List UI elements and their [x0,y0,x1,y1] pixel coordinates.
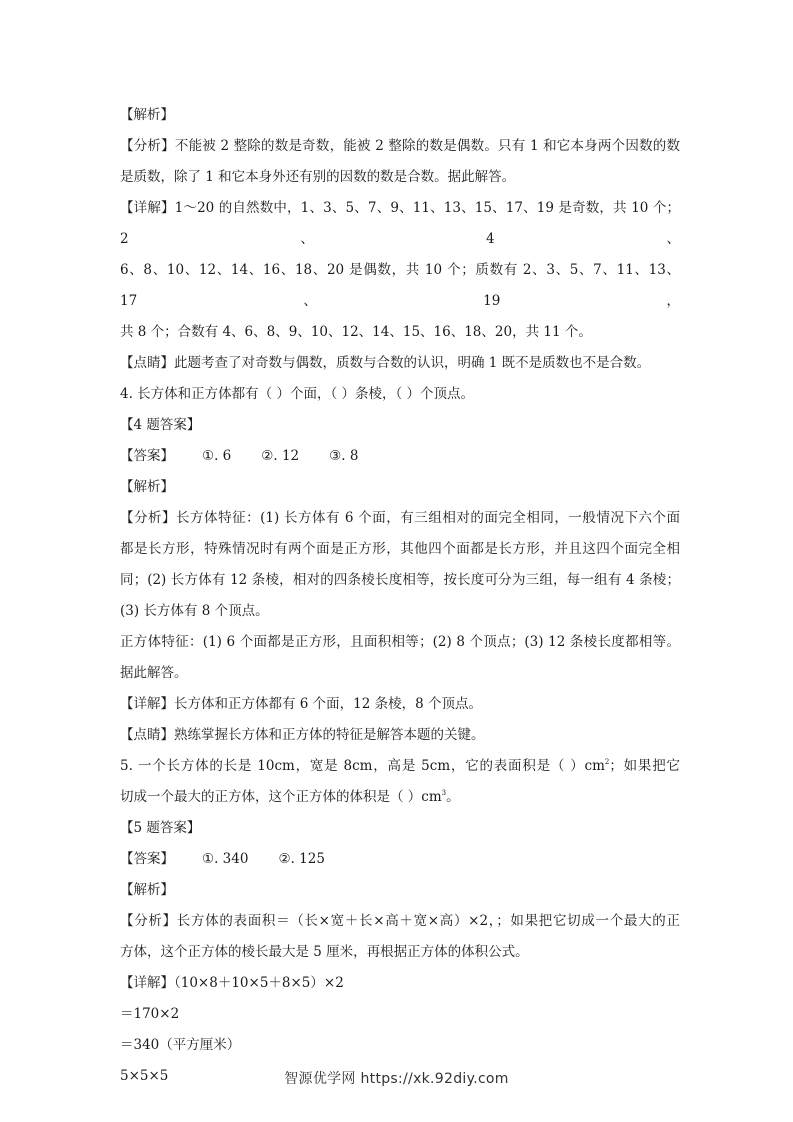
footer-watermark: 智源优学网 https://xk.92diy.com [284,1071,509,1087]
q3-comment: 【点睛】此题考查了对奇数与偶数，质数与合数的认识，明确 1 既不是质数也不是合数。 [120,355,651,371]
q3-detail-line-2: 6、8、10、12、14、16、18、20 是偶数，共 10 个；质数有 2、3、5、7、11、13、17、19， [120,262,680,309]
answer-value-3: ③. 8 [329,448,359,464]
q4-analysis-heading: 【解析】 [120,479,174,495]
q4-analysis-line-2: 都是长方形，特殊情况时有两个面是正方形，其他四个面都是长方形，并且这四个面完全相 [120,541,680,557]
q5-answer-heading: 【5 题答案】 [120,820,201,836]
answer-value-2: ②. 125 [278,851,325,867]
q3-analysis-line-1: 【分析】不能被 2 整除的数是奇数，能被 2 整除的数是偶数。只有 1 和它本身两个因数的数 [120,138,680,154]
q3-analysis-heading: 【解析】 [120,107,174,123]
q3-detail-line-3: 共 8 个；合数有 4、6、8、9、10、12、14、15、16、18、20，共 11 个。 [120,324,592,340]
q4-analysis-line-3: 同；(2) 长方体有 12 条棱，相对的四条棱长度相等，按长度可分为三组，每一组有 4 条棱； [120,572,680,588]
q3-analysis-line-2: 是质数，除了 1 和它本身外还有别的因数的数是合数。据此解答。 [120,169,516,185]
q4-analysis-line-1: 【分析】长方体特征：(1) 长方体有 6 个面，有三组相对的面完全相同，一般情况下六个面 [120,510,680,526]
q3-detail-line-1: 【详解】1～20 的自然数中，1、3、5、7、9、11、13、15、17、19 是奇数，共 10 个；2、4、 [120,200,680,247]
document-body [120,100,680,1092]
q5-detail-line-3: ＝340（平方厘米） [120,1037,241,1053]
q5-analysis-heading: 【解析】 [120,882,174,898]
q4-detail: 【详解】长方体和正方体都有 6 个面，12 条棱，8 个顶点。 [120,696,483,712]
q4-question: 4. 长方体和正方体都有（ ）个面，（ ）条棱，（ ）个顶点。 [120,386,475,402]
q4-comment: 【点睛】熟练掌握长方体和正方体的特征是解答本题的关键。 [120,727,485,743]
answer-label: 【答案】 [120,851,174,867]
q4-analysis-line-4: (3) 长方体有 8 个顶点。 [120,603,269,619]
q5-detail-line-2: ＝170×2 [120,1006,180,1022]
q4-answer-heading: 【4 题答案】 [120,417,201,433]
q5-detail-line-4: 5×5×5 [120,1068,169,1084]
q4-answer-row [120,441,680,472]
q4-cube-features: 正方体特征：(1) 6 个面都是正方形，且面积相等；(2) 8 个顶点；(3) 12 条棱长度都相等。 [120,634,680,650]
answer-value-1: ①. 340 [202,851,249,867]
answer-value-1: ①. 6 [202,448,232,464]
q5-analysis-line-2: 方体，这个正方体的棱长最大是 5 厘米，再根据正方体的体积公式。 [120,944,529,960]
q5-answer-row [120,844,680,875]
answer-value-2: ②. 12 [261,448,300,464]
q5-detail-line-1: 【详解】（10×8＋10×5＋8×5）×2 [120,975,344,991]
q5-question-line-1: 5. 一个长方体的长是 10cm，宽是 8cm，高是 5cm，它的表面积是（ ）$cm^2$；如果把它 [120,758,680,774]
q5-question-line-2: 切成一个最大的正方体，这个正方体的体积是（ ）$cm^3$。 [120,789,460,805]
q5-analysis-line-1: 【分析】长方体的表面积＝（长×宽＋长×高＋宽×高）×2，；如果把它切成一个最大的正 [120,913,680,929]
q4-analysis-end: 据此解答。 [120,665,188,681]
answer-label: 【答案】 [120,448,174,464]
